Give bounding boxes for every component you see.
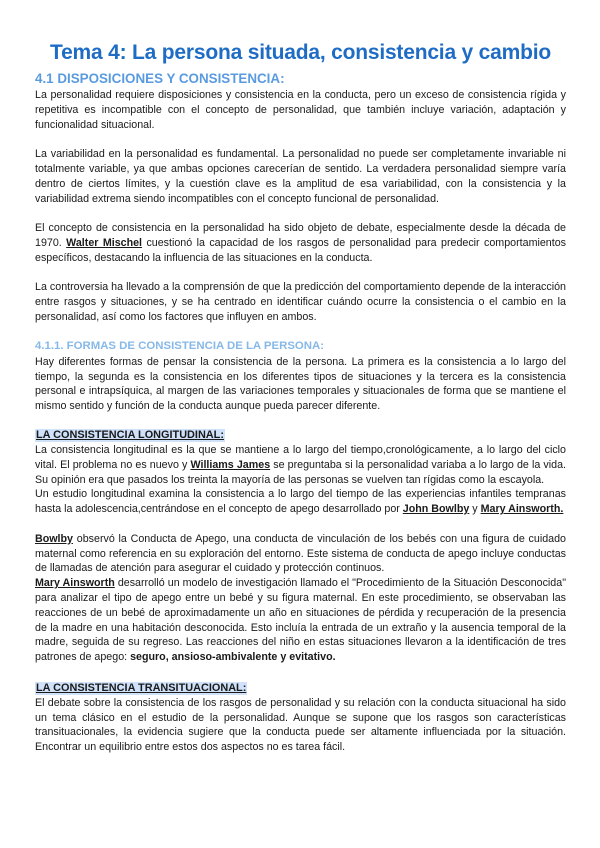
- paragraph: [35, 532, 566, 576]
- section-heading-4-1: 4.1 DISPOSICIONES Y CONSISTENCIA:: [35, 71, 285, 86]
- paragraph: [35, 576, 566, 665]
- paragraph: La controversia ha llevado a la comprensión de que la predicción del comportamiento depende de la interacción entre rasgos y situaciones, y se ha centrado en identificar cuándo ocurre la consistencia o el cambio en la personalidad, así como los factores que influyen en ambos.: [35, 281, 566, 323]
- author-name-ainsworth: Mary Ainsworth: [35, 577, 115, 590]
- paragraph-gap: [35, 517, 566, 532]
- text-run: observó la Conducta de Apego, una conducta de vinculación de los bebés con una figura de cuidado maternal como referencia en su exploración del entorno. Este sistema de conducta de apego incluye conductas de llamadas de atención para asegurar el cuidado y protección continuos.: [35, 532, 566, 575]
- paragraph: [35, 221, 566, 265]
- paragraph: Hay diferentes formas de pensar la consistencia de la persona. La primera es la consistencia a lo largo del tiempo, la segunda es la consistencia en los diferentes tipos de situaciones y la tercera es la consistencia personal e intrapsíquica, al margen de las variaciones temporales y situacionales de forma que se mantiene el mismo sentido y función de la conducta aunque pueda parecer diferente.: [35, 355, 566, 413]
- subheading-transituacional: LA CONSISTENCIA TRANSITUACIONAL:: [36, 681, 247, 694]
- section-heading-4-1-1: 4.1.1. FORMAS DE CONSISTENCIA DE LA PERSONA:: [35, 339, 325, 352]
- text-run: se preguntaba si la personalidad variaba a lo largo de la vida. Su opinión era que pasados los treinta la mayoría de las personas se vuelven tan rígidas como la escayola.: [35, 458, 566, 486]
- author-name-mischel: Walter Mischel: [66, 236, 143, 249]
- text-run: El concepto de consistencia en la personalidad ha sido objeto de debate, especialmente desde la década de 1970.: [35, 222, 566, 249]
- attachment-patterns: seguro, ansioso-ambivalente y evitativo.: [130, 651, 336, 664]
- author-name-james: Williams James: [190, 458, 271, 471]
- subheading-wrapper: [35, 427, 566, 442]
- text-run: desarrolló un modelo de investigación llamado el "Procedimiento de la Situación Desconocida" para analizar el tipo de apego entre un bebé y su figura maternal. En este procedimiento, se observaban las reacciones de un bebé de aproximadamente un año en situaciones de pérdida y recuperación de la presencia de la madre en una habitación desconocida. Esto incluía la entrada de un extraño y la ausencia temporal de la madre, seguida de su regreso. Las reacciones del niño en estas situaciones llevaron a la identificación de tres patrones de apego:: [35, 577, 566, 664]
- paragraph-gap: [35, 266, 566, 281]
- paragraph: [35, 487, 566, 517]
- text-run: La consistencia longitudinal es la que se mantiene a lo largo del tiempo,cronológicamente, a lo largo del ciclo vital. El problema no es nuevo y: [35, 443, 566, 471]
- text-run: Un estudio longitudinal examina la consistencia a lo largo del tiempo de las experiencias infantiles tempranas hasta la adolescencia,centrándose en el concepto de apego desarrollado por: [35, 488, 566, 516]
- text-run: cuestionó la capacidad de los rasgos de personalidad para predecir comportamientos específicos, destacando la influencia de las situaciones en la conducta.: [35, 236, 566, 264]
- paragraph: [35, 443, 566, 487]
- text-run: y: [469, 503, 481, 516]
- author-name-bowlby: John Bowlby: [402, 503, 470, 516]
- paragraph: El debate sobre la consistencia de los rasgos de personalidad y su relación con la conducta situacional ha sido un tema clásico en el estudio de la personalidad. Aunque se supone que los rasgos son características transituacionales, la evidencia sugiere que la conducta puede ser altamente influenciada por la situación. Encontrar un equilibrio entre estos dos aspectos no es tarea fácil.: [35, 696, 566, 754]
- paragraph: La personalidad requiere disposiciones y consistencia en la conducta, pero un exceso de consistencia rígida y repetitiva es incompatible con el concepto de personalidad, que también incluye variación, adaptación y funcionalidad situacional.: [35, 89, 566, 131]
- paragraph-gap: [35, 132, 566, 147]
- author-name-ainsworth: Mary Ainsworth.: [480, 503, 564, 516]
- paragraph-gap: [35, 206, 566, 221]
- subheading-wrapper: [35, 680, 566, 695]
- author-name-bowlby: Bowlby: [35, 532, 74, 545]
- subheading-longitudinal: LA CONSISTENCIA LONGITUDINAL:: [36, 428, 224, 441]
- page-title: Tema 4: La persona situada, consistencia y cambio: [50, 41, 551, 64]
- paragraph: La variabilidad en la personalidad es fundamental. La personalidad no puede ser completamente invariable ni totalmente variable, ya que ambas opciones carecerían de sentido. La verdadera personalidad siempre varía dentro de ciertos límites, y la cuestión clave es la amplitud de esa variabilidad, con la consistencia y la variabilidad extrema siendo incompatibles con el concepto funcional de personalidad.: [35, 148, 566, 205]
